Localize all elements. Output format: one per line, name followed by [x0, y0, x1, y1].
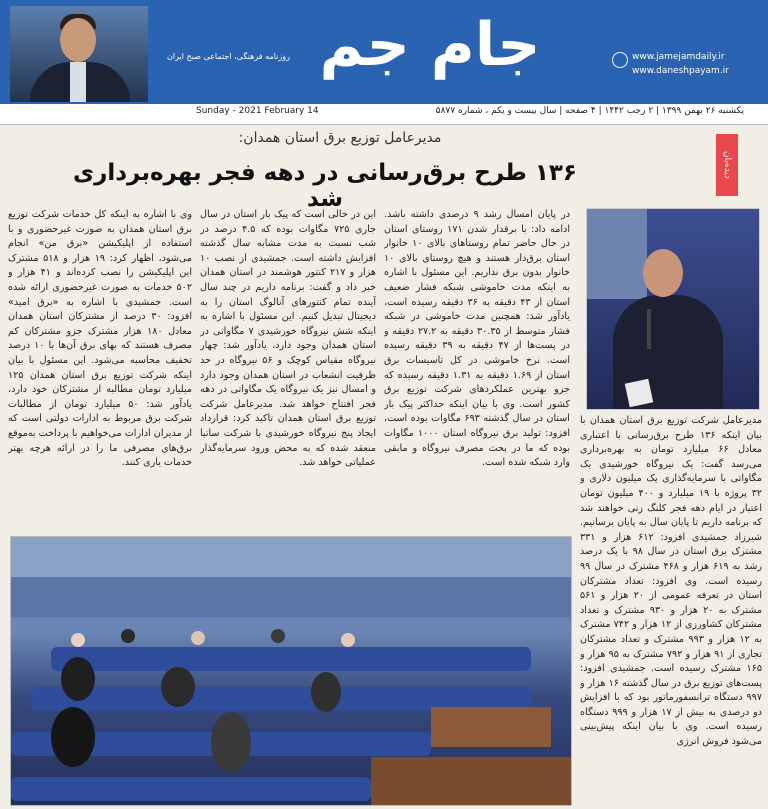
date-persian: یکشنبه ۲۶ بهمن ۱۳۹۹ | ۲ رجب ۱۴۴۲ | ۴ صفحه | سال بیست و یکم ، شماره ۵۸۷۷ [435, 106, 744, 116]
article-column-3: وی با اشاره به اینکه کل خدمات شرکت توزیع برق استان همدان به صورت غیرحضوری و با استفاده از اپلیکیشن «برق من» انجام می‌شود، اظهار کرد: ۱۹ هزار و ۵۱۸ مشترک این اپلیکیشن را نصب کرده‌اند و ۴۱ هزار و ۵۰۲ خدمات به صورت غیرحضوری ارائه شده است. جمشیدی با اشاره به «برق امید» افزود: ۳۰ درصد از مشترکان استان همدان معادل ۱۸۰ هزار مشترک جزو مشترکان کم مصرف هستند که بهای برق آن‌ها با ۱۰ درصد تخفیف محاسبه می‌شود. این مسئول با بیان اینکه شرکت توزیع برق استان همدان ۱۲۵ میلیارد تومان مطالبه از مشترکان خود دارد، یادآور شد: ۵۰ میلیارد تومان از مطالبات شرکت برق مربوط به ادارات دولتی است که از مدیران ادارات می‌خواهیم با پرداخت به‌موقع برق‌های مصرفی ما را در ارائه هرچه بهتر خدمات یاری کنند. [8, 209, 192, 469]
masthead-portrait-photo [10, 6, 148, 102]
masthead [0, 0, 768, 104]
article-column-1: در پایان امسال رشد ۹ درصدی داشته باشد. ادامه داد: با برقدار شدن ۱۷۱ روستای استان در حال حاضر تمام روستاهای بالای ۱۰ خانوار استان برق‌دار هستند و هیچ روستای بالای ۱۰ خانوار بدون برق نداریم. این مسئول با اشاره به اینکه مدت خاموشی شبکه فشار ضعیف استان از ۴۳ دقیقه به ۳۶ دقیقه رسیده است، یادآور شد: همچنین مدت خاموشی در شبکه فشار متوسط از ۳۰.۳۵ دقیقه به ۲۷.۲ دقیقه و در پست‌ها از ۴۷ دقیقه به ۳۹ دقیقه رسیده است. نرخ خاموشی در کل تاسیسات برق استان از ۱.۶۹ دقیقه به ۱.۳۱ دقیقه رسیده که جزو بهترین عملکردهای شرکت توزیع برق کشور است. وی با بیان اینکه حداکثر پیک بار استان در سال گذشته ۶۹۳ مگاوات بوده است، افزود: تولید برق نیروگاه استان ۱۰۰۰ مگاوات بوده که ما در بحث مصرف نیروگاه و مابقی وارد شبکه شده است. [384, 209, 570, 469]
masthead-tagline: روزنامه فرهنگی، اجتماعی صبح ایران [167, 52, 290, 61]
article-column-4: مدیرعامل شرکت توزیع برق استان همدان با بیان اینکه ۱۳۶ طرح برق‌رسانی با اعتباری معادل ۶۶ میلیارد تومان به بهره‌برداری می‌رسد گفت: یک نیروگاه خورشیدی یک مگاواتی با سرمایه‌گذاری یک میلیون دلاری و ۳۲ پروژه با ۱۹ میلیارد و ۴۰۰ میلیون تومان اعتبار در ایام دهه فجر کلنگ زنی خواهند شد که برنامه داریم تا پایان سال به پایان برسانیم. شیرزاد جمشیدی افزود: ۶۱۲ هزار و ۳۳۱ مشترک برق استان در سال ۹۸ با یک درصد رشد به ۶۱۹ هزار و ۴۶۸ مشترک در سال ۹۹ رسیده است. وی افزود: تعداد مشترکان استان در تعرفه عمومی از ۲۰ هزار و ۵۶۱ مشترک به ۲۰ هزار و ۹۳۰ مشترک و تعداد مشترکان کشاورزی از ۱۲ هزار و ۷۴۲ مشترک به ۱۲ هزار و ۹۹۳ مشترک و تعداد مشترکان تجاری از ۹۱ هزار و ۷۹۲ مشترک به ۹۵ هزار و ۱۶۵ مشترک رسیده است. جمشیدی افزود: پست‌های توزیع برق در سال گذشته ۱۶ هزار و ۹۹۷ دستگاه ترانسفورماتور بود که با افزایش دو درصدی به بیش از ۱۷ هزار و ۹۹۹ دستگاه رسیده است. وی با بیان اینکه پیش‌بینی می‌شود فروش انرژی [580, 415, 762, 748]
speaker-photo [586, 208, 760, 410]
website-link-jamejam[interactable]: www.jamejamdaily.ir [632, 52, 725, 62]
globe-icon [612, 52, 628, 68]
newspaper-logo: جام جم [319, 10, 541, 80]
microphone-icon [647, 309, 651, 349]
article-headline: ۱۳۶ طرح برق‌رسانی در دهه فجر بهره‌برداری شد [73, 160, 577, 212]
article-kicker: مدیرعامل توزیع برق استان همدان: [238, 130, 442, 146]
article-column-2: این در حالی است که پیک بار استان در سال جاری ۷۲۵ مگاوات بوده که ۴.۵ درصد در شب نسبت به مدت مشابه سال گذشته افزایش داشته است. جمشیدی از نصب ۱۰ هزار و ۲۱۷ کنتور هوشمند در استان همدان خبر داد و گفت: برنامه داریم در چند سال آینده تمام کنتورهای آنالوگ استان را به دیجیتال تبدیل کنیم. این مسئول با اشاره به اینکه شش نیروگاه خورشیدی ۷ مگاواتی در استان همدان وجود دارد، یادآور شد: چهار نیروگاه مقیاس کوچک و ۵۶ نیروگاه در حد ظرفیت انشعاب در استان همدان وجود دارد و امسال نیز یک نیروگاه یک مگاواتی در دهه فجر افتتاح خواهد شد. مدیرعامل شرکت توزیع برق استان همدان تاکید کرد: قرارداد ایجاد پنج نیروگاه خورشیدی با شرکت ساتبا منعقد شده که به محض ورود سرمایه‌گذار عملیاتی خواهد شد. [200, 209, 376, 469]
website-link-daneshpayam[interactable]: www.daneshpayam.ir [632, 66, 729, 76]
section-tag: دیده‌بان [716, 134, 738, 196]
conference-hall-photo [10, 536, 572, 806]
date-english: Sunday - 2021 February 14 [196, 106, 319, 116]
